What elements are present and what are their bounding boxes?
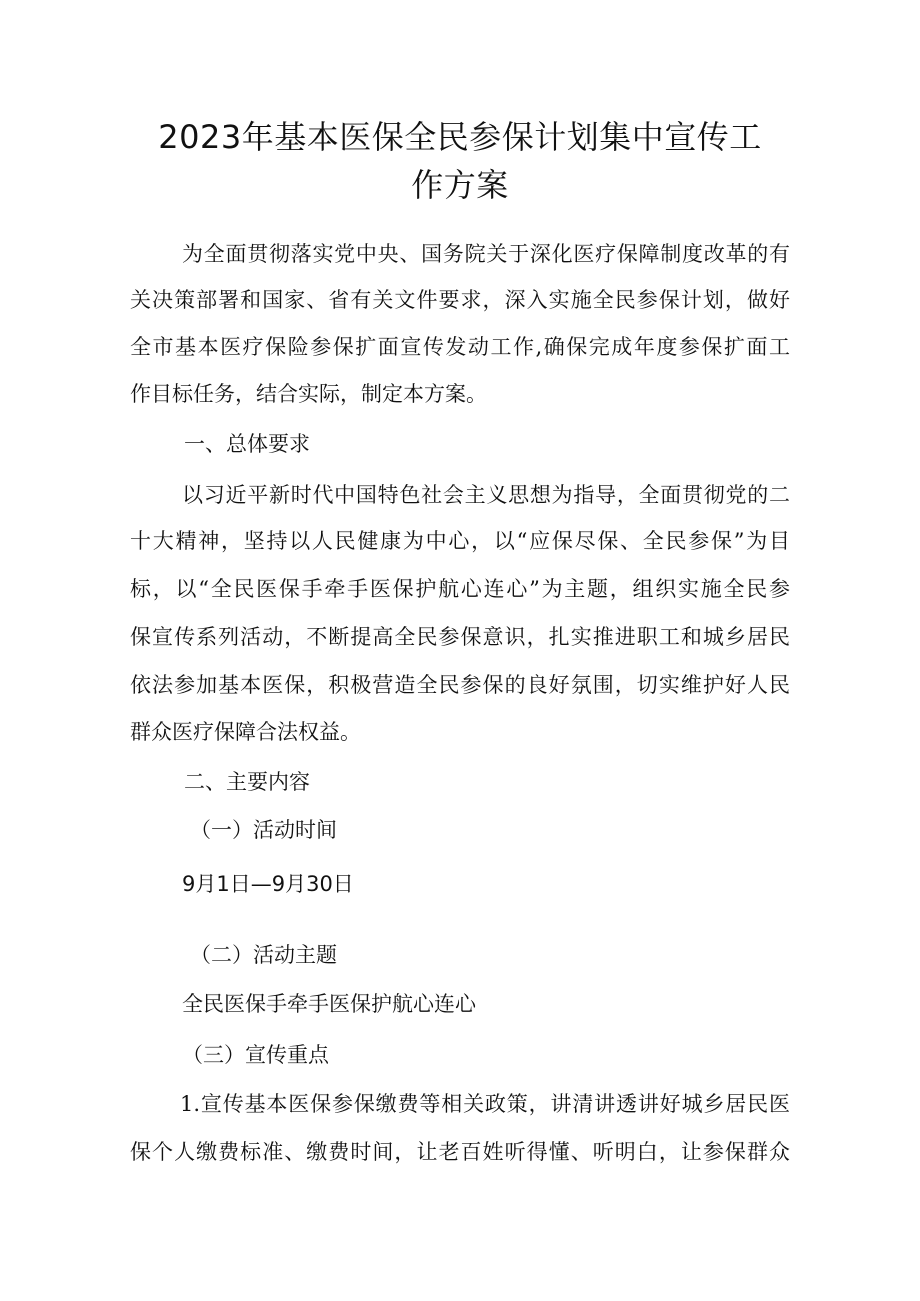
intro-paragraph-line-4: 作目标任务，结合实际，制定本方案。: [130, 382, 487, 406]
section1-line-6: 群众医疗保障合法权益。: [130, 720, 361, 744]
document-title-line-1: 2023年基本医保全民参保计划集中宣传工: [158, 118, 762, 156]
point1-line-1: 1.宣传基本医保参保缴费等相关政策，讲清讲透讲好城乡居民医: [180, 1092, 790, 1116]
section1-line-2: 十大精神，坚持以人民健康为中心，以“应保尽保、全民参保”为目: [130, 529, 790, 553]
section1-line-4: 保宣传系列活动，不断提高全民参保意识，扎实推进职工和城乡居民: [130, 625, 790, 649]
section2-heading: 二、主要内容: [184, 770, 310, 794]
section1-line-1: 以习近平新时代中国特色社会主义思想为指导，全面贯彻党的二: [182, 483, 790, 507]
intro-paragraph-line-2: 关决策部署和国家、省有关文件要求，深入实施全民参保计划，做好: [130, 288, 790, 312]
document-title-line-2: 作方案: [411, 166, 509, 204]
intro-paragraph-line-1: 为全面贯彻落实党中央、国务院关于深化医疗保障制度改革的有: [182, 242, 790, 266]
point1-line-2: 保个人缴费标准、缴费时间，让老百姓听得懂、听明白，让参保群众: [130, 1140, 790, 1164]
intro-paragraph-line-3: 全市基本医疗保险参保扩面宣传发动工作,确保完成年度参保扩面工: [130, 335, 790, 359]
activity-theme-text: 全民医保手牵手医保护航心连心: [182, 992, 476, 1016]
section1-line-3: 标，以“全民医保手牵手医保护航心连心”为主题，组织实施全民参: [130, 577, 790, 601]
section1-heading: 一、总体要求: [184, 432, 310, 456]
section1-line-5: 依法参加基本医保，积极营造全民参保的良好氛围，切实维护好人民: [130, 673, 790, 697]
sub1-heading: （一）活动时间: [190, 818, 337, 842]
sub2-heading: （二）活动主题: [190, 943, 337, 967]
activity-time-text: 9月1日—9月30日: [182, 872, 354, 896]
sub3-heading: （三）宣传重点: [182, 1043, 329, 1067]
